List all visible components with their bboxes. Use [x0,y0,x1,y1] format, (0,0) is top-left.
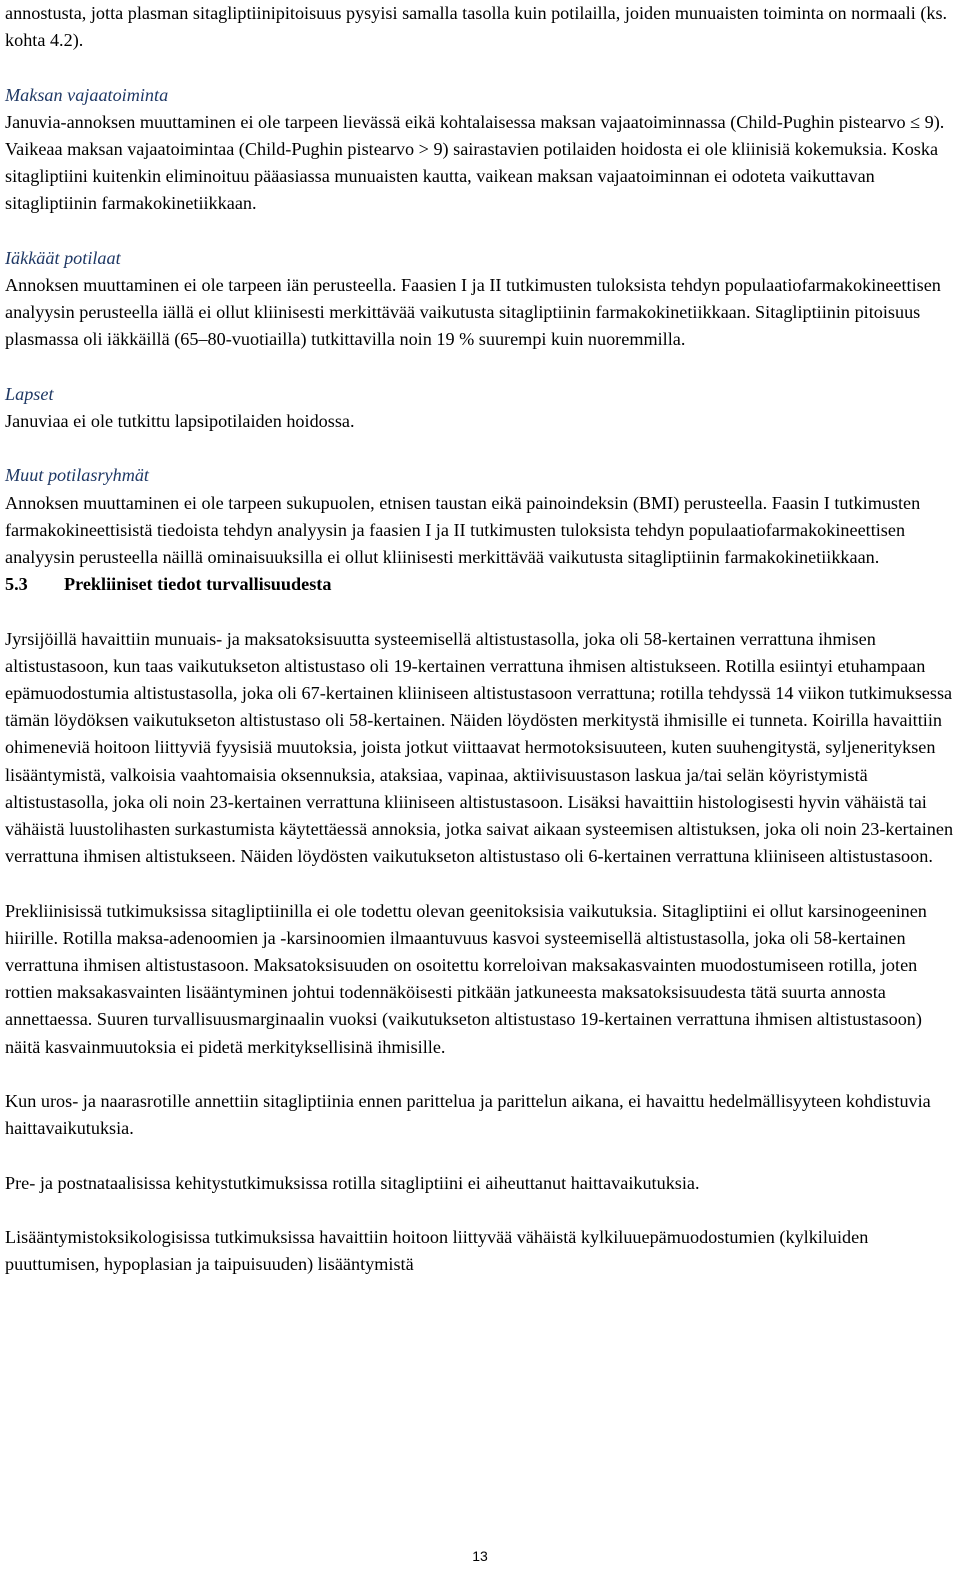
children-paragraph: Januviaa ei ole tutkittu lapsipotilaiden hoidossa. [5,411,355,431]
section-heading [5,571,955,598]
elderly-patients-paragraph: Annoksen muuttaminen ei ole tarpeen iän perusteella. Faasien I ja II tutkimusten tuloksista tehdyn populaatiofarmakokineettisen analyysin perusteella iällä ei ollut kliinisesti merkittävää vaikutusta sitagliptiinin farmakokinetiikkaan. Sitagliptiinin pitoisuus plasmassa oli iäkkäillä (65–80-vuotiailla) tutkittavilla noin 19 % suurempi kuin nuoremmilla. [5,275,941,350]
elderly-patients-heading: Iäkkäät potilaat [5,247,121,268]
preclinical-paragraph-2: Prekliinisissä tutkimuksissa sitagliptiinilla ei ole todettu olevan geenitoksisia vaikutuksia. Sitagliptiini ei ollut karsinogeeninen hiirille. Rotilla maksa-adenoomien ja -karsinoomien ilmaantuvuus kasvoi systeemisellä altistustasolla, joka oli 58-kertainen verrattuna ihmisen altistustasoon. Maksatoksisuuden on osoitettu korreloivan maksakasvainten muodostumiseen rotilla, joten rottien maksakasvainten lisääntyminen johtui todennäköisesti pitkään jatkuneesta maksatoksisuudesta tätä suurta annosta annettaessa. Suuren turvallisuusmarginaalin vuoksi (vaikutukseton altistustaso 19-kertainen verrattuna ihmisen altistustasoon) näitä kasvainmuutoksia ei pidetä merkityksellisinä ihmisille. [5,900,927,1057]
other-groups-paragraph: Annoksen muuttaminen ei ole tarpeen sukupuolen, etnisen taustan eikä painoindeksin (BMI) perusteella. Faasin I tutkimusten farmakokineettisistä tiedoista tehdyn analyysin ja faasien I ja II tutkimusten tuloksista tehdyn populaatiofarmakokineettisen analyysin perusteella näillä ominaisuuksilla ei ollut kliinisesti merkittävää vaikutusta sitagliptiinin farmakokinetiikkaan. [5,492,921,567]
preclinical-paragraph-1: Jyrsijöillä havaittiin munuais- ja maksatoksisuutta systeemisellä altistustasolla, joka oli 58-kertainen verrattuna ihmisen altistustasoon, kun taas vaikutukseton altistustaso oli 19-kertainen verrattuna ihmisen altistukseen. Rotilla esiintyi etuhampaan epämuodostumia altistustasolla, joka oli 67-kertainen kliiniseen altistustasoon verrattuna; rotilla tehdyssä 14 viikon tutkimuksessa tämän löydöksen vaikutukseton altistustaso oli 58-kertainen. Näiden löydösten merkitystä ihmisille ei tunneta. Koirilla havaittiin ohimeneviä hoitoon liittyviä fyysisiä muutoksia, joista jotkut viittaavat hermotoksisuuteen, kuten suuhengitystä, syljenerityksen lisääntymistä, valkoisia vaahtomaisia oksennuksia, ataksiaa, vapinaa, aktiivisuustason laskua ja/tai selän köyristymistä altistustasolla, joka oli noin 23-kertainen verrattuna kliiniseen altistustasoon. Lisäksi havaittiin histologisesti hyvin vähäistä tai vähäistä luustolihasten surkastumista käytettäessä annoksia, jotka saivat aikaan systeemisen altistuksen, joka oli noin 23-kertainen verrattuna ihmisen altistukseen. Näiden löydösten vaikutukseton altistustaso oli 6-kertainen verrattuna kliiniseen altistustasoon. [5,628,954,867]
liver-impairment-paragraph: Januvia-annoksen muuttaminen ei ole tarpeen lievässä eikä kohtalaisessa maksan vajaatoiminnassa (Child-Pughin pistearvo ≤ 9). Vaikeaa maksan vajaatoimintaa (Child-Pughin pistearvo > 9) sairastavien potilaiden hoidosta ei ole kliinisiä kokemuksia. Koska sitagliptiini kuitenkin eliminoituu pääasiassa munuaisten kautta, vaikean maksan vajaatoiminnan ei odoteta vaikuttavan sitagliptiinin farmakokinetiikkaan. [5,111,945,214]
liver-impairment-heading: Maksan vajaatoiminta [5,84,169,105]
section-number: 5.3 [5,574,28,595]
other-groups-heading: Muut potilasryhmät [5,465,149,486]
preclinical-paragraph-5: Lisääntymistoksikologisissa tutkimuksissa havaittiin hoitoon liittyvää vähäistä kylkiluuepämuodostumien (kylkiluiden puuttumisen, hypoplasian ja taipuisuuden) lisääntymistä [5,1227,869,1275]
document-page [5,0,955,1278]
intro-paragraph: annostusta, jotta plasman sitagliptiinipitoisuus pysyisi samalla tasolla kuin potilailla, joiden munuaisten toiminta on normaali (ks. kohta 4.2). [5,3,948,51]
section-title: Prekliiniset tiedot turvallisuudesta [64,574,332,595]
preclinical-paragraph-3: Kun uros- ja naarasrotille annettiin sitagliptiinia ennen parittelua ja parittelun aikana, ei havaittu hedelmällisyyteen kohdistuvia haittavaikutuksia. [5,1091,931,1139]
preclinical-paragraph-4: Pre- ja postnataalisissa kehitystutkimuksissa rotilla sitagliptiini ei aiheuttanut haittavaikutuksia. [5,1172,700,1193]
children-heading: Lapset [5,383,54,404]
page-number: 13 [472,1548,488,1564]
